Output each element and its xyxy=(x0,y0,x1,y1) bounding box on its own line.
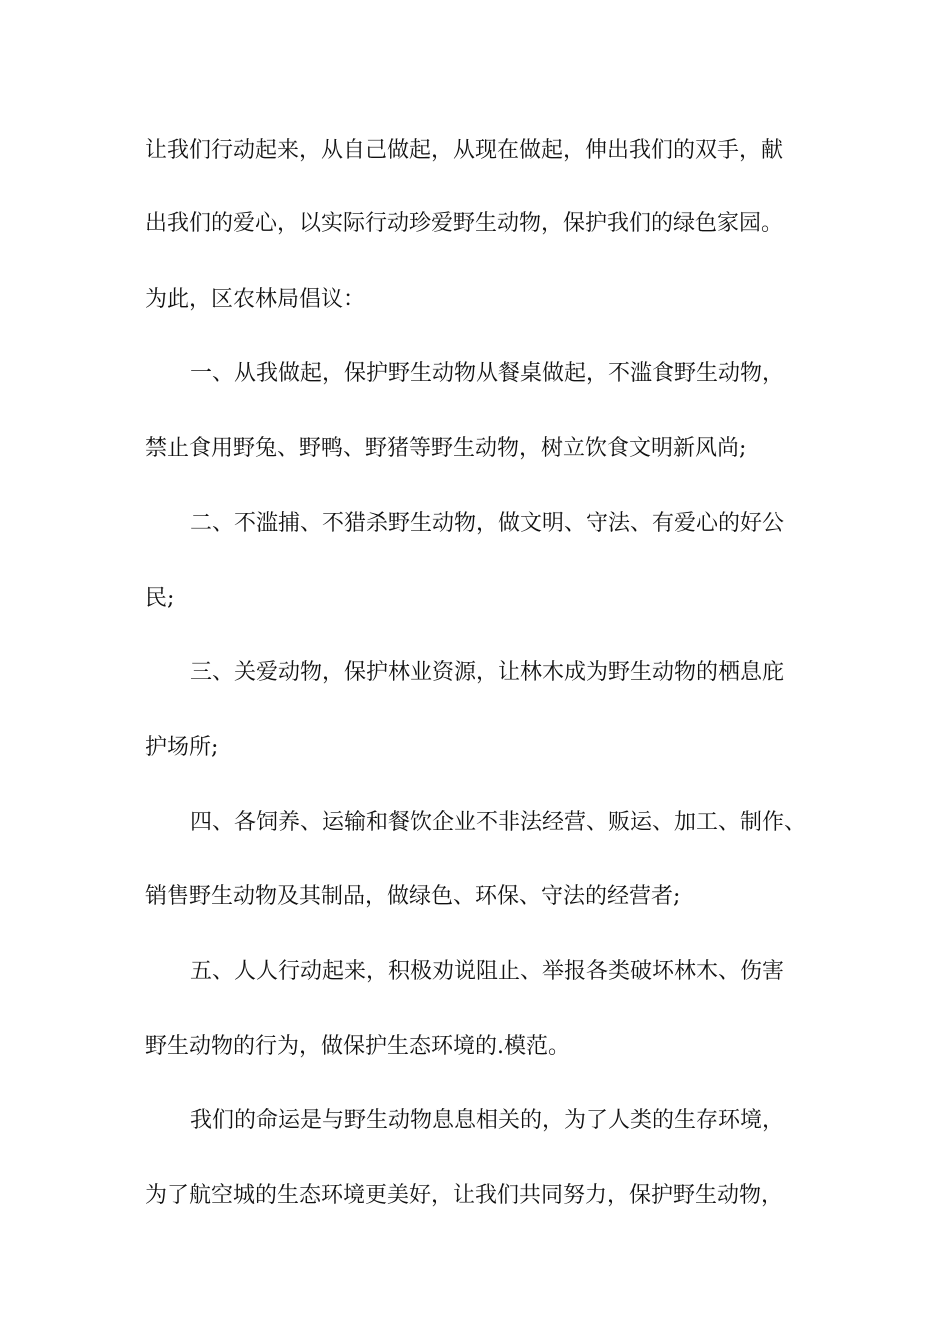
paragraph-line: 民; xyxy=(145,586,175,611)
proposal-item-1: 一、从我做起，保护野生动物从餐桌做起，不滥食野生动物， xyxy=(190,361,785,386)
proposal-item-4: 四、各饲养、运输和餐饮企业不非法经营、贩运、加工、制作、 xyxy=(190,810,807,835)
proposal-item-2: 二、不滥捕、不猎杀野生动物，做文明、守法、有爱心的好公 xyxy=(190,511,785,536)
paragraph-line: 销售野生动物及其制品，做绿色、环保、守法的经营者; xyxy=(145,884,681,909)
paragraph-line: 禁止食用野兔、野鸭、野猪等野生动物，树立饮食文明新风尚; xyxy=(145,436,747,461)
paragraph-line: 出我们的爱心，以实际行动珍爱野生动物，保护我们的绿色家园。 xyxy=(145,211,784,236)
paragraph-line: 让我们行动起来，从自己做起，从现在做起，伸出我们的双手，献 xyxy=(145,138,784,163)
paragraph-line: 为了航空城的生态环境更美好，让我们共同努力，保护野生动物， xyxy=(145,1183,784,1208)
proposal-item-3: 三、关爱动物，保护林业资源，让林木成为野生动物的栖息庇 xyxy=(190,660,785,685)
closing-paragraph: 我们的命运是与野生动物息息相关的，为了人类的生存环境， xyxy=(190,1108,785,1133)
paragraph-line: 为此，区农林局倡议： xyxy=(145,287,366,312)
paragraph-line: 野生动物的行为，做保护生态环境的.模范。 xyxy=(145,1034,570,1059)
proposal-item-5: 五、人人行动起来，积极劝说阻止、举报各类破坏林木、伤害 xyxy=(190,959,785,984)
paragraph-line: 护场所; xyxy=(145,735,219,760)
